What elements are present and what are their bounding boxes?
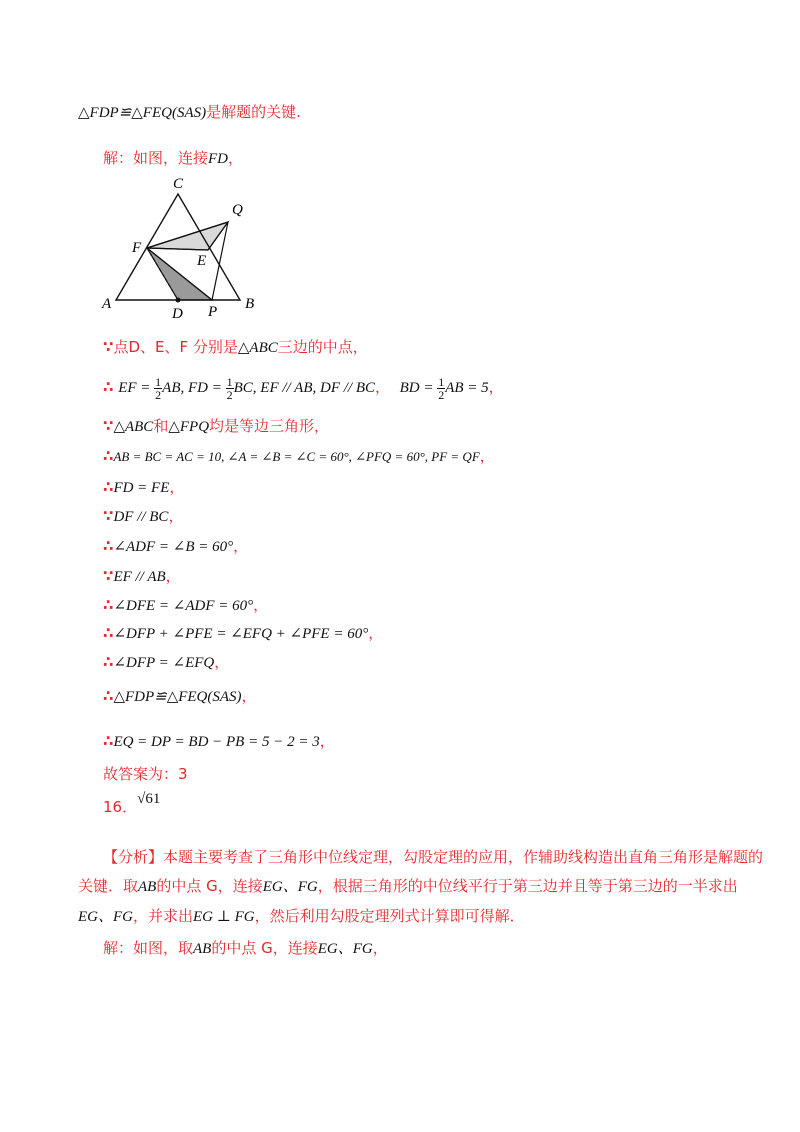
therefore-symbol: ∴ — [103, 624, 114, 642]
math: FD — [208, 151, 229, 167]
math: △FPQ — [168, 419, 210, 435]
denominator: 2 — [226, 387, 233, 402]
text: 是解题的关键. — [206, 103, 301, 121]
line-14 — [103, 686, 257, 707]
therefore-symbol: ∴ — [103, 732, 114, 750]
because-symbol: ∵ — [103, 417, 114, 435]
text: 和 — [153, 417, 169, 435]
text: ， — [488, 378, 504, 396]
text: ， — [241, 687, 257, 705]
math: EG、FG — [78, 909, 133, 925]
because-symbol: ∵ — [103, 507, 114, 525]
text: ， — [375, 378, 391, 396]
line-2 — [103, 148, 243, 169]
text: ， — [168, 507, 184, 525]
point-d — [176, 298, 181, 303]
math: △FDP≌△FEQ(SAS) — [113, 689, 242, 705]
text: 点D、E、F 分别是 — [113, 338, 238, 356]
because-symbol: ∵ — [103, 338, 114, 356]
text: ， — [233, 537, 249, 555]
text: ，然后利用勾股定理列式计算即可得解． — [254, 907, 525, 925]
sqrt-answer: √61 — [137, 791, 161, 807]
line-12 — [103, 623, 383, 644]
text: 的中点 G，连接 — [156, 877, 263, 895]
label-c: C — [173, 176, 184, 192]
fraction — [437, 376, 445, 401]
because-symbol: ∵ — [103, 567, 114, 585]
text: ， — [214, 653, 230, 671]
line-7 — [103, 477, 184, 498]
text: 的中点 G，连接 — [211, 939, 318, 957]
math: EG ⊥ FG — [193, 909, 255, 925]
text: ， — [169, 478, 185, 496]
text: ， — [319, 732, 335, 750]
denominator: 2 — [438, 387, 445, 402]
text: 关键．取 — [78, 877, 139, 895]
math: △ABC — [237, 340, 278, 356]
analysis-text: 【分析】本题主要考查了三角形中位线定理，勾股定理的应用，作辅助线构造出直角三角形是解题的 — [103, 848, 764, 866]
line-6 — [103, 446, 495, 467]
therefore-symbol: ∴ — [103, 447, 114, 465]
fraction — [226, 376, 234, 401]
math: ∠DFP + ∠PFE = ∠EFQ + ∠PFE = 60° — [113, 626, 369, 642]
numerator: 1 — [226, 374, 233, 389]
denominator: 2 — [155, 387, 162, 402]
text: ， — [368, 624, 384, 642]
text: ， — [253, 596, 269, 614]
text: 解：如图，连接 — [103, 149, 209, 167]
math: ∠DFP = ∠EFQ — [113, 655, 215, 671]
line-18 — [103, 847, 763, 867]
therefore-symbol: ∴ — [103, 537, 114, 555]
line-10 — [103, 566, 181, 587]
therefore-symbol: ∴ — [103, 596, 114, 614]
text: 解：如图，取 — [103, 939, 194, 957]
answer-text: 故答案为：3 — [103, 765, 188, 783]
line-3 — [103, 337, 368, 358]
text: ， — [228, 149, 244, 167]
math: EG、FG — [317, 941, 373, 957]
math: FD = FE — [113, 480, 170, 496]
line-17 — [103, 793, 160, 821]
math: BC, EF // AB, DF // BC — [233, 380, 376, 396]
math: AB = BC = AC = 10, ∠A = ∠B = ∠C = 60°, ∠PFQ = 60°, PF = QF — [113, 449, 480, 464]
math: ∠ADF = ∠B = 60° — [113, 539, 234, 555]
numerator: 1 — [155, 374, 162, 389]
math: EG、FG — [262, 879, 318, 895]
math: AB = 5 — [445, 380, 489, 396]
text: ， — [372, 939, 388, 957]
text: 均是等边三角形， — [209, 417, 330, 435]
therefore-symbol: ∴ — [103, 478, 114, 496]
numerator: 1 — [438, 374, 445, 389]
line-4 — [103, 372, 504, 403]
text: 三边的中点， — [277, 338, 368, 356]
fraction — [154, 376, 162, 401]
line-15 — [103, 731, 335, 752]
math: AB, FD = — [162, 380, 226, 396]
math: BD = — [399, 380, 438, 396]
line-19 — [78, 876, 738, 897]
math: EQ = DP = BD − PB = 5 − 2 = 3 — [113, 734, 320, 750]
line-11 — [103, 595, 268, 616]
label-q: Q — [232, 202, 243, 218]
label-a: A — [102, 296, 112, 312]
therefore-symbol: ∴ — [103, 378, 114, 396]
geometry-figure — [100, 170, 270, 320]
line-8 — [103, 506, 183, 527]
line-16 — [103, 764, 188, 784]
math: AB — [193, 941, 212, 957]
therefore-symbol: ∴ — [103, 687, 114, 705]
math: △ABC — [113, 419, 154, 435]
text: ，根据三角形的中位线平行于第三边并且等于第三边的一半求出 — [317, 877, 738, 895]
line-9 — [103, 536, 248, 557]
text: ， — [479, 447, 495, 465]
math: EF = — [118, 380, 155, 396]
therefore-symbol: ∴ — [103, 653, 114, 671]
label-b: B — [245, 296, 255, 312]
label-d: D — [172, 306, 183, 320]
label-f: F — [132, 240, 142, 256]
math: ∠DFE = ∠ADF = 60° — [113, 598, 254, 614]
text: ，并求出 — [133, 907, 194, 925]
line-21 — [103, 938, 388, 959]
math: DF // BC — [113, 509, 169, 525]
math: EF // AB — [113, 569, 166, 585]
line-1 — [78, 102, 301, 123]
line-20 — [78, 906, 525, 927]
label-e: E — [197, 253, 207, 269]
line-5 — [103, 416, 329, 437]
line-13 — [103, 652, 229, 673]
question-number: 16． — [103, 798, 138, 816]
math: AB — [138, 879, 157, 895]
text: ， — [165, 567, 181, 585]
label-p: P — [208, 304, 218, 320]
congruence-expression: △FDP≌△FEQ(SAS) — [78, 105, 207, 121]
